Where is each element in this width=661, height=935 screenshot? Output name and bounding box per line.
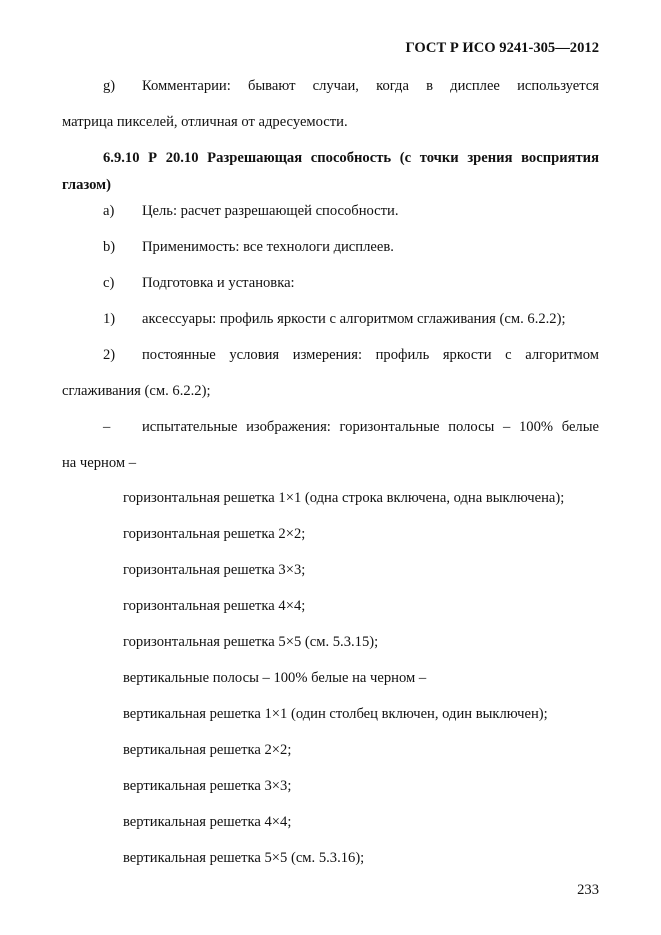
item-b-text: Применимость: все технологи дисплеев. xyxy=(142,239,394,255)
list-marker-b: b) xyxy=(103,239,116,255)
list-marker-g: g) xyxy=(103,78,116,94)
item-dash-text-continued: на черном – xyxy=(62,455,137,471)
pattern-item: вертикальная решетка 2×2; xyxy=(123,742,292,758)
item-a-text: Цель: расчет разрешающей способности. xyxy=(142,203,399,219)
pattern-item: горизонтальная решетка 3×3; xyxy=(123,562,306,578)
page-number: 233 xyxy=(577,882,599,898)
item-2-text-continued: сглаживания (см. 6.2.2); xyxy=(62,383,211,399)
list-marker-a: a) xyxy=(103,203,115,219)
item-g-text: Комментарии: бывают случаи, когда в дисплее используется xyxy=(142,78,599,94)
item-1-text: аксессуары: профиль яркости с алгоритмом сглаживания (см. 6.2.2); xyxy=(142,311,566,327)
pattern-item: горизонтальная решетка 5×5 (см. 5.3.15); xyxy=(123,634,379,650)
list-marker-dash: – xyxy=(103,419,111,435)
list-marker-c: c) xyxy=(103,275,115,291)
item-g-text-continued: матрица пикселей, отличная от адресуемости. xyxy=(62,114,348,130)
item-c-text: Подготовка и установка: xyxy=(142,275,295,291)
item-dash-text: испытательные изображения: горизонтальные полосы – 100% белые xyxy=(142,419,599,435)
section-heading-continued: глазом) xyxy=(62,177,111,193)
list-marker-1: 1) xyxy=(103,311,116,327)
pattern-item: вертикальная решетка 3×3; xyxy=(123,778,292,794)
pattern-item: вертикальная решетка 1×1 (один столбец включен, один выключен); xyxy=(123,706,548,722)
item-2-text: постоянные условия измерения: профиль яркости с алгоритмом xyxy=(142,347,599,363)
section-heading: 6.9.10 Р 20.10 Разрешающая способность (с точки зрения восприятия xyxy=(103,150,599,166)
pattern-item: вертикальная решетка 4×4; xyxy=(123,814,292,830)
list-marker-2: 2) xyxy=(103,347,116,363)
document-header: ГОСТ Р ИСО 9241-305—2012 xyxy=(405,40,599,56)
pattern-item: горизонтальная решетка 2×2; xyxy=(123,526,306,542)
pattern-item: горизонтальная решетка 1×1 (одна строка включена, одна выключена); xyxy=(123,490,565,506)
pattern-item: вертикальные полосы – 100% белые на черном – xyxy=(123,670,427,686)
pattern-item: вертикальная решетка 5×5 (см. 5.3.16); xyxy=(123,850,365,866)
pattern-item: горизонтальная решетка 4×4; xyxy=(123,598,306,614)
